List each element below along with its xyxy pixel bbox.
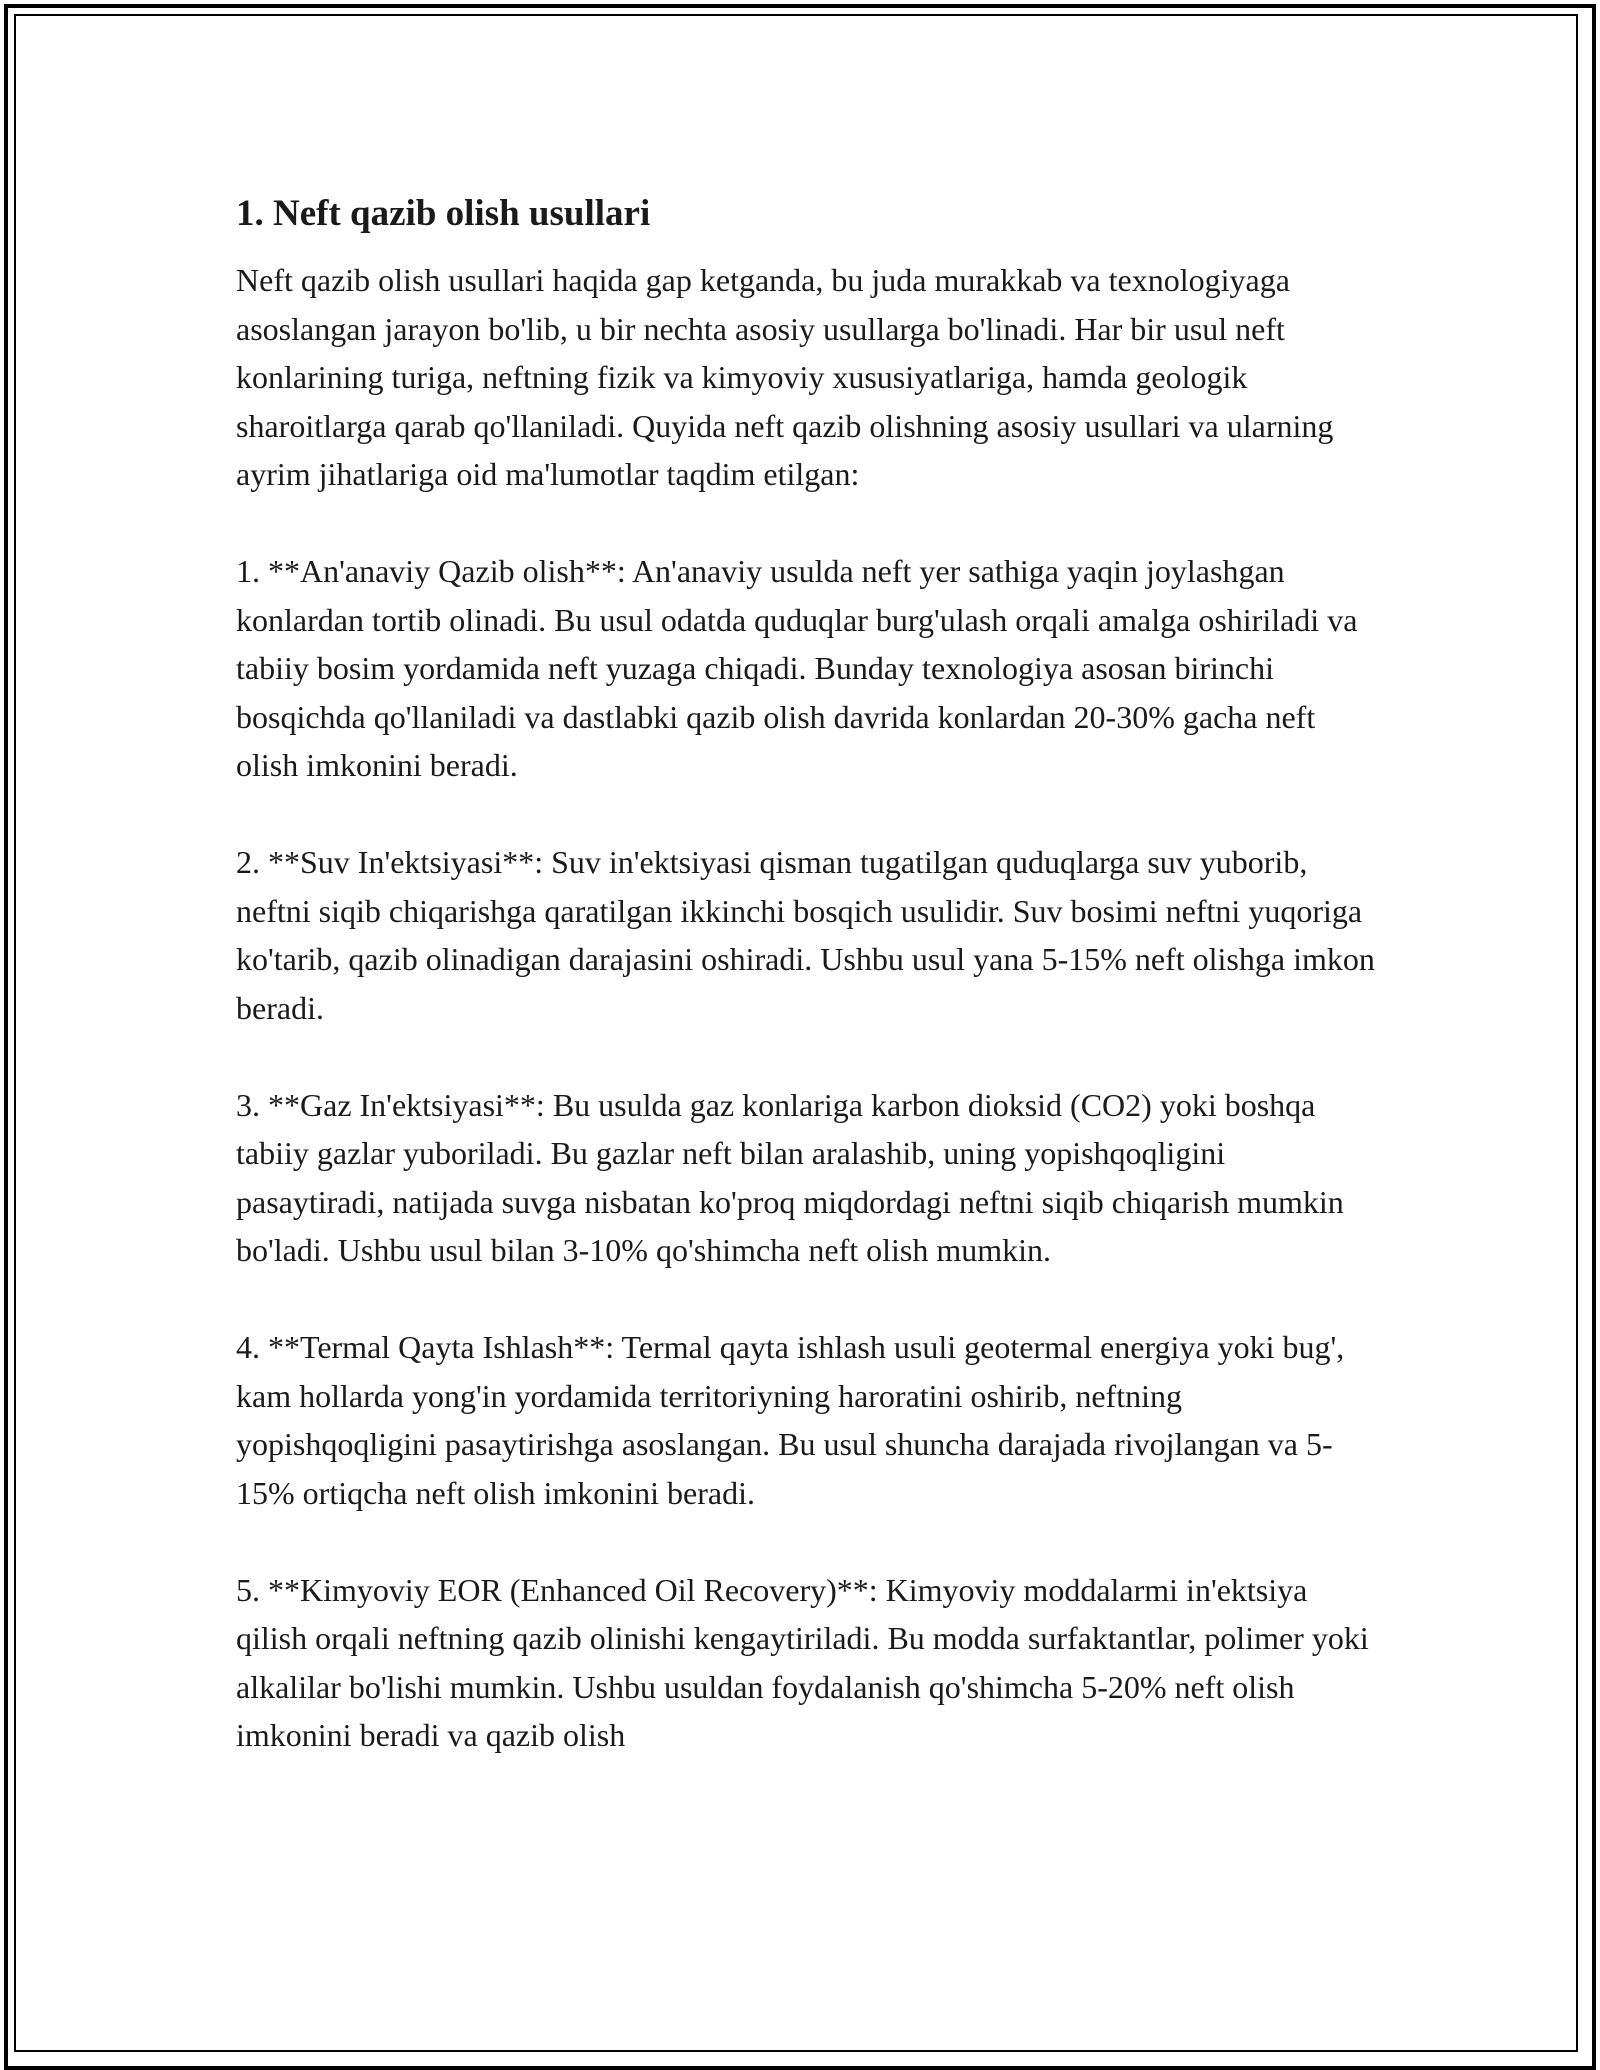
section-heading: 1. Neft qazib olish usullari bbox=[236, 193, 651, 234]
method-chemical-eor-paragraph: 5. **Kimyoviy EOR (Enhanced Oil Recovery)**: Kimyoviy moddalarmi in'ektsiya qilish orqali neftning qazib olinishi kengaytiriladi. Bu modda surfaktantlar, polimer yoki alkalilar bo'lishi mumkin. Ushbu usuldan foydalanish qo'shimcha 5-20% neft olish imkonini beradi va qazib olish bbox=[236, 1571, 1369, 1753]
method-gas-injection-paragraph: 3. **Gaz In'ektsiyasi**: Bu usulda gaz konlariga karbon dioksid (CO2) yoki boshqa tabiiy gazlar yuboriladi. Bu gazlar neft bilan aralashib, uning yopishqoqligini pasaytiradi, natijada suvga nisbatan ko'proq miqdordagi neftni siqib chiqarish mumkin bo'ladi. Ushbu usul bilan 3-10% qo'shimcha neft olish mumkin. bbox=[236, 1086, 1344, 1268]
method-traditional-paragraph: 1. **An'anaviy Qazib olish**: An'anaviy usulda neft yer sathiga yaqin joylashgan konlardan tortib olinadi. Bu usul odatda quduqlar burg'ulash orqali amalga oshiriladi va tabiiy bosim yordamida neft yuzaga chiqadi. Bunday texnologiya asosan birinchi bosqichda qo'llaniladi va dastlabki qazib olish davrida konlardan 20-30% gacha neft olish imkonini beradi. bbox=[236, 553, 1358, 783]
intro-paragraph: Neft qazib olish usullari haqida gap ketganda, bu juda murakkab va texnologiyaga asoslangan jarayon bo'lib, u bir nechta asosiy usullarga bo'linadi. Har bir usul neft konlarining turiga, neftning fizik va kimyoviy xususiyatlariga, hamda geologik sharoitlarga qarab qo'llaniladi. Quyida neft qazib olishning asosiy usullari va ularning ayrim jihatlariga oid ma'lumotlar taqdim etilgan: bbox=[236, 262, 1334, 492]
method-thermal-paragraph: 4. **Termal Qayta Ishlash**: Termal qayta ishlash usuli geotermal energiya yoki bug', kam hollarda yong'in yordamida territoriyning haroratini oshirib, neftning yopishqoqligini pasaytirishga asoslangan. Bu usul shuncha darajada rivojlangan va 5-15% ortiqcha neft olish imkonini beradi. bbox=[236, 1329, 1345, 1511]
method-water-injection-paragraph: 2. **Suv In'ektsiyasi**: Suv in'ektsiyasi qisman tugatilgan quduqlarga suv yuborib, neftni siqib chiqarishga qaratilgan ikkinchi bosqich usulidir. Suv bosimi neftni yuqoriga ko'tarib, qazib olinadigan darajasini oshiradi. Ushbu usul yana 5-15% neft olishga imkon beradi. bbox=[236, 844, 1375, 1026]
document-body bbox=[236, 186, 1376, 1808]
